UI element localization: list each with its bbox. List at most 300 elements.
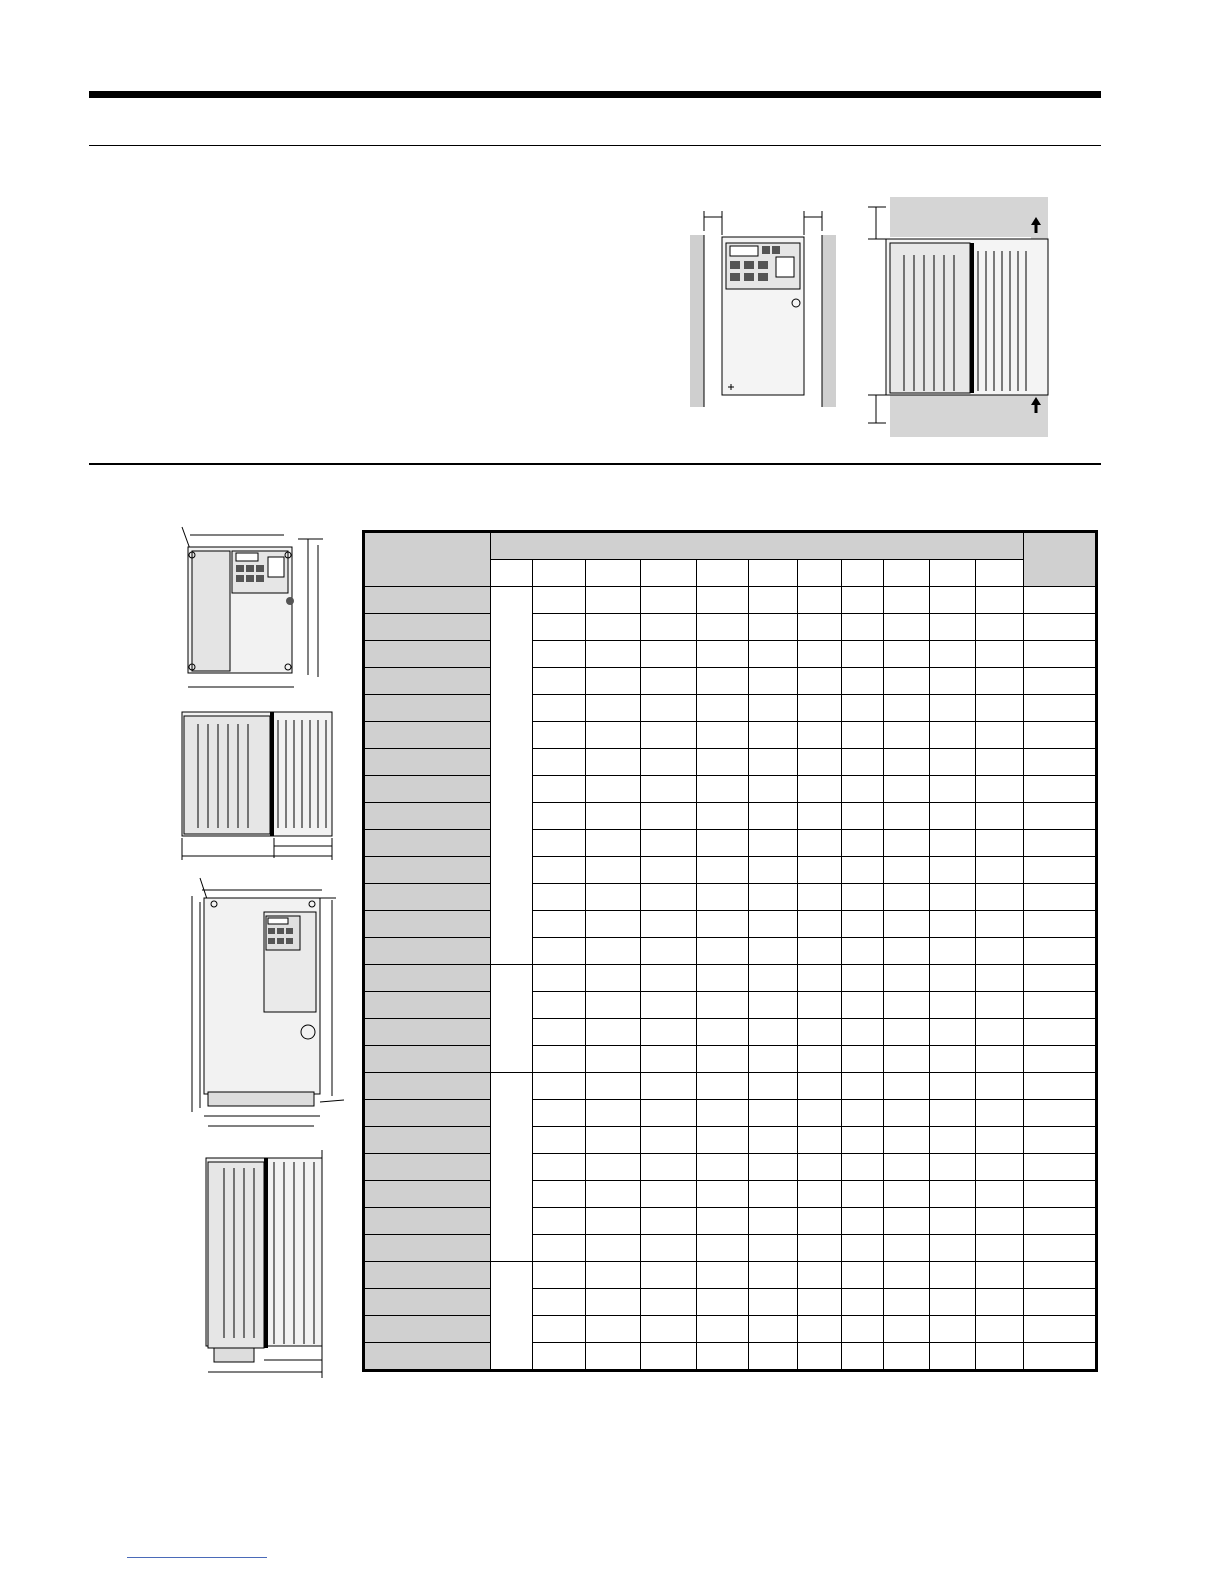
dimension-cell xyxy=(697,695,749,722)
dimension-cell xyxy=(842,1100,884,1127)
dimension-cell xyxy=(533,1262,586,1289)
dimension-cell xyxy=(976,1073,1024,1100)
dimension-cell xyxy=(798,1343,842,1371)
dimension-cell xyxy=(697,614,749,641)
dimension-cell xyxy=(586,911,641,938)
model-cell xyxy=(364,1154,491,1181)
dimension-cell xyxy=(641,1127,697,1154)
weight-cell xyxy=(1024,1289,1097,1316)
dimension-cell xyxy=(884,1073,930,1100)
dimension-cell xyxy=(749,1181,798,1208)
dimension-cell xyxy=(749,1127,798,1154)
dimension-cell xyxy=(586,1019,641,1046)
dimension-cell xyxy=(533,1235,586,1262)
dimension-cell xyxy=(842,1262,884,1289)
table-row xyxy=(364,614,1097,641)
dimension-cell xyxy=(798,1316,842,1343)
dimension-cell xyxy=(586,1046,641,1073)
dimension-cell xyxy=(930,1127,976,1154)
dimension-cell xyxy=(586,1289,641,1316)
dimension-cell xyxy=(533,965,586,992)
weight-cell xyxy=(1024,695,1097,722)
dimension-cell xyxy=(586,1235,641,1262)
header-thick-rule xyxy=(89,91,1101,98)
dimension-cell xyxy=(884,965,930,992)
dimension-cell xyxy=(798,1289,842,1316)
model-cell xyxy=(364,1127,491,1154)
dimension-cell xyxy=(749,911,798,938)
dimension-cell xyxy=(930,992,976,1019)
dimension-cell xyxy=(976,1289,1024,1316)
dimension-cell xyxy=(976,614,1024,641)
dimension-cell xyxy=(749,1019,798,1046)
dimension-cell xyxy=(842,749,884,776)
dimension-cell xyxy=(749,1343,798,1371)
table-row xyxy=(364,587,1097,614)
dimension-cell xyxy=(697,587,749,614)
weight-cell xyxy=(1024,641,1097,668)
dimension-cell xyxy=(884,1208,930,1235)
drawing-small-side xyxy=(178,708,336,863)
dimension-cell xyxy=(586,1343,641,1371)
dimension-cell xyxy=(586,1127,641,1154)
dimension-cell xyxy=(884,1127,930,1154)
model-cell xyxy=(364,1235,491,1262)
dimension-cell xyxy=(842,722,884,749)
dimension-cell xyxy=(842,1019,884,1046)
dimension-cell xyxy=(976,1154,1024,1181)
dimension-cell xyxy=(884,1343,930,1371)
dimension-cell xyxy=(798,965,842,992)
weight-cell xyxy=(1024,1100,1097,1127)
dimension-cell xyxy=(533,695,586,722)
dimension-cell xyxy=(842,1181,884,1208)
footer-link-underline xyxy=(127,1557,267,1558)
dimension-cell xyxy=(930,776,976,803)
dimension-cell xyxy=(533,668,586,695)
model-cell xyxy=(364,1208,491,1235)
dimension-cell xyxy=(842,857,884,884)
dimension-cell xyxy=(641,992,697,1019)
dimension-cell xyxy=(976,1316,1024,1343)
dimension-cell xyxy=(884,1100,930,1127)
dimension-cell xyxy=(697,1181,749,1208)
subheader-w1 xyxy=(697,560,749,587)
dimension-cell xyxy=(697,965,749,992)
dimension-cell xyxy=(976,803,1024,830)
dimension-cell xyxy=(641,857,697,884)
weight-cell xyxy=(1024,1019,1097,1046)
dimension-cell xyxy=(930,1235,976,1262)
model-cell xyxy=(364,1100,491,1127)
figure-group-cell xyxy=(491,587,533,965)
dimension-cell xyxy=(842,965,884,992)
table-row xyxy=(364,830,1097,857)
dimension-cell xyxy=(697,1046,749,1073)
left-wall-clearance xyxy=(690,235,704,407)
dimension-cell xyxy=(586,803,641,830)
dimension-cell xyxy=(798,1046,842,1073)
dimension-cell xyxy=(884,1019,930,1046)
dimension-cell xyxy=(586,1154,641,1181)
dimension-cell xyxy=(930,1154,976,1181)
top-clearance xyxy=(890,197,1048,237)
weight-cell xyxy=(1024,722,1097,749)
dimension-cell xyxy=(641,1343,697,1371)
subheader-t1 xyxy=(884,560,930,587)
dimension-cell xyxy=(930,641,976,668)
model-cell xyxy=(364,857,491,884)
dimension-cell xyxy=(533,1316,586,1343)
dimension-cell xyxy=(930,803,976,830)
dimension-cell xyxy=(533,911,586,938)
dimension-cell xyxy=(884,668,930,695)
dimension-cell xyxy=(798,911,842,938)
subheader-d1 xyxy=(842,560,884,587)
dimensions-group-header xyxy=(491,532,1024,560)
drawing-small-front xyxy=(178,525,323,695)
model-cell xyxy=(364,722,491,749)
dimension-cell xyxy=(842,587,884,614)
weight-cell xyxy=(1024,992,1097,1019)
subheader-h xyxy=(586,560,641,587)
dimension-cell xyxy=(798,1235,842,1262)
dimension-cell xyxy=(884,803,930,830)
dimension-cell xyxy=(842,1316,884,1343)
dimension-cell xyxy=(586,722,641,749)
dimension-cell xyxy=(641,722,697,749)
table-row xyxy=(364,1316,1097,1343)
model-cell xyxy=(364,614,491,641)
weight-cell xyxy=(1024,1262,1097,1289)
dimension-cell xyxy=(697,938,749,965)
weight-cell xyxy=(1024,803,1097,830)
right-wall-clearance xyxy=(822,235,836,407)
dimension-cell xyxy=(842,1208,884,1235)
dimension-cell xyxy=(930,1208,976,1235)
dimension-cell xyxy=(533,776,586,803)
dimension-cell xyxy=(641,965,697,992)
table-row xyxy=(364,1073,1097,1100)
dimension-cell xyxy=(930,1262,976,1289)
bottom-clearance xyxy=(890,393,1048,437)
dimension-cell xyxy=(697,884,749,911)
dimension-cell xyxy=(798,695,842,722)
table-row xyxy=(364,641,1097,668)
model-cell xyxy=(364,965,491,992)
dimension-cell xyxy=(842,938,884,965)
dimension-cell xyxy=(976,587,1024,614)
dimension-cell xyxy=(749,587,798,614)
installation-front-view xyxy=(688,205,838,410)
model-cell xyxy=(364,695,491,722)
dimension-cell xyxy=(586,830,641,857)
dimension-cell xyxy=(976,1235,1024,1262)
dimension-cell xyxy=(533,884,586,911)
dimension-cell xyxy=(798,722,842,749)
dimension-cell xyxy=(749,992,798,1019)
dimension-cell xyxy=(798,641,842,668)
dimension-cell xyxy=(884,992,930,1019)
table-row xyxy=(364,1343,1097,1371)
dimension-cell xyxy=(697,992,749,1019)
dimension-cell xyxy=(798,1181,842,1208)
dimension-cell xyxy=(749,749,798,776)
dimension-cell xyxy=(976,1100,1024,1127)
dimension-cell xyxy=(884,1289,930,1316)
dimension-cell xyxy=(586,938,641,965)
weight-cell xyxy=(1024,1073,1097,1100)
dimension-cell xyxy=(842,911,884,938)
weight-cell xyxy=(1024,857,1097,884)
dimension-cell xyxy=(641,1262,697,1289)
dimension-cell xyxy=(976,965,1024,992)
weight-cell xyxy=(1024,1235,1097,1262)
dimension-cell xyxy=(976,695,1024,722)
table-row xyxy=(364,722,1097,749)
model-cell xyxy=(364,1316,491,1343)
dimension-cell xyxy=(586,641,641,668)
dimension-cell xyxy=(976,722,1024,749)
dimension-cell xyxy=(842,830,884,857)
dimension-cell xyxy=(798,884,842,911)
dimension-cell xyxy=(976,911,1024,938)
dimension-cell xyxy=(697,1100,749,1127)
dimension-cell xyxy=(842,1343,884,1371)
dimension-cell xyxy=(586,1262,641,1289)
dimension-cell xyxy=(884,722,930,749)
dimension-cell xyxy=(641,1073,697,1100)
dimension-cell xyxy=(749,1100,798,1127)
weight-header xyxy=(1024,532,1097,587)
dimension-cell xyxy=(586,614,641,641)
dimension-cell xyxy=(641,776,697,803)
dimension-cell xyxy=(930,668,976,695)
dimension-cell xyxy=(586,668,641,695)
weight-cell xyxy=(1024,911,1097,938)
dimension-cell xyxy=(930,857,976,884)
dimension-cell xyxy=(842,614,884,641)
weight-cell xyxy=(1024,1181,1097,1208)
dimension-cell xyxy=(533,1181,586,1208)
dimension-cell xyxy=(842,1289,884,1316)
dimension-cell xyxy=(641,803,697,830)
dimension-cell xyxy=(641,830,697,857)
dimension-cell xyxy=(976,884,1024,911)
weight-cell xyxy=(1024,1127,1097,1154)
dimension-cell xyxy=(930,614,976,641)
installation-side-view xyxy=(866,195,1051,440)
weight-cell xyxy=(1024,830,1097,857)
subheader-h2 xyxy=(798,560,842,587)
dimension-cell xyxy=(930,749,976,776)
dimension-cell xyxy=(586,587,641,614)
model-cell xyxy=(364,668,491,695)
table-row xyxy=(364,965,1097,992)
table-row xyxy=(364,911,1097,938)
dimension-cell xyxy=(586,1100,641,1127)
dimension-cell xyxy=(930,938,976,965)
weight-cell xyxy=(1024,668,1097,695)
dimension-cell xyxy=(641,1154,697,1181)
dimension-cell xyxy=(697,1343,749,1371)
dimension-cell xyxy=(641,884,697,911)
dimension-cell xyxy=(697,1127,749,1154)
dimension-cell xyxy=(641,1208,697,1235)
dimension-cell xyxy=(697,641,749,668)
dimension-cell xyxy=(798,830,842,857)
table-row xyxy=(364,749,1097,776)
dimension-cell xyxy=(697,776,749,803)
dimension-cell xyxy=(697,857,749,884)
table-row xyxy=(364,776,1097,803)
model-cell xyxy=(364,911,491,938)
dimension-cell xyxy=(641,749,697,776)
dimension-cell xyxy=(798,992,842,1019)
dimension-cell xyxy=(586,749,641,776)
figure-group-cell xyxy=(491,965,533,1073)
dimension-cell xyxy=(641,641,697,668)
dimension-cell xyxy=(533,992,586,1019)
dimension-cell xyxy=(533,1289,586,1316)
dimension-cell xyxy=(842,1154,884,1181)
section-rule-bottom xyxy=(89,463,1101,465)
table-row xyxy=(364,884,1097,911)
dimension-cell xyxy=(697,803,749,830)
dimension-cell xyxy=(798,1262,842,1289)
dimension-cell xyxy=(842,1073,884,1100)
dimension-cell xyxy=(697,722,749,749)
table-row xyxy=(364,803,1097,830)
dimension-cell xyxy=(697,911,749,938)
dimension-cell xyxy=(798,1208,842,1235)
dimension-cell xyxy=(697,1235,749,1262)
dimension-cell xyxy=(749,965,798,992)
model-cell xyxy=(364,749,491,776)
dimension-cell xyxy=(930,1316,976,1343)
model-cell xyxy=(364,992,491,1019)
weight-cell xyxy=(1024,1208,1097,1235)
dimension-cell xyxy=(533,1127,586,1154)
dimension-cell xyxy=(586,1316,641,1343)
dimension-cell xyxy=(842,695,884,722)
dimension-cell xyxy=(884,1046,930,1073)
model-cell xyxy=(364,587,491,614)
dimension-cell xyxy=(641,911,697,938)
drawing-large-side xyxy=(200,1148,328,1380)
weight-cell xyxy=(1024,776,1097,803)
dimension-cell xyxy=(884,857,930,884)
dimension-cell xyxy=(976,776,1024,803)
dimension-cell xyxy=(533,938,586,965)
dimension-cell xyxy=(641,1289,697,1316)
dimension-cell xyxy=(586,884,641,911)
dimension-cell xyxy=(798,803,842,830)
model-cell xyxy=(364,884,491,911)
model-cell xyxy=(364,1289,491,1316)
table-row xyxy=(364,938,1097,965)
dimension-cell xyxy=(884,1316,930,1343)
dimension-cell xyxy=(533,1019,586,1046)
dimension-cell xyxy=(884,1262,930,1289)
dimension-cell xyxy=(976,857,1024,884)
dimension-cell xyxy=(533,1343,586,1371)
subheader-figure xyxy=(491,560,533,587)
dimension-cell xyxy=(976,668,1024,695)
dimension-cell xyxy=(586,695,641,722)
dimension-cell xyxy=(697,749,749,776)
dimension-cell xyxy=(884,911,930,938)
dimension-cell xyxy=(749,830,798,857)
weight-cell xyxy=(1024,1343,1097,1371)
subheader-h1 xyxy=(749,560,798,587)
dimension-cell xyxy=(884,938,930,965)
dimension-cell xyxy=(641,668,697,695)
dimension-cell xyxy=(976,992,1024,1019)
dimension-cell xyxy=(930,1046,976,1073)
model-cell xyxy=(364,1073,491,1100)
dimension-cell xyxy=(641,1100,697,1127)
dimension-cell xyxy=(533,803,586,830)
dimension-cell xyxy=(586,776,641,803)
dimension-cell xyxy=(930,587,976,614)
dimension-cell xyxy=(842,992,884,1019)
dimension-cell xyxy=(749,884,798,911)
weight-cell xyxy=(1024,938,1097,965)
model-cell xyxy=(364,1262,491,1289)
dimension-cell xyxy=(884,695,930,722)
dimension-cell xyxy=(884,641,930,668)
weight-cell xyxy=(1024,614,1097,641)
table-row xyxy=(364,1019,1097,1046)
dimension-cell xyxy=(641,1019,697,1046)
dimension-cell xyxy=(586,965,641,992)
dimension-cell xyxy=(749,1235,798,1262)
dimension-cell xyxy=(586,1073,641,1100)
dimension-cell xyxy=(749,776,798,803)
dimension-cell xyxy=(976,641,1024,668)
dimension-cell xyxy=(533,614,586,641)
subheader-d xyxy=(641,560,697,587)
dimension-cell xyxy=(641,1181,697,1208)
dimension-cell xyxy=(697,1019,749,1046)
dimension-cell xyxy=(798,938,842,965)
dimension-cell xyxy=(533,1208,586,1235)
dimension-cell xyxy=(533,1046,586,1073)
drawing-large-front xyxy=(186,876,344,1134)
dimension-cell xyxy=(842,641,884,668)
dimension-cell xyxy=(976,1019,1024,1046)
table-header-row xyxy=(364,532,1097,560)
dimension-cell xyxy=(533,1100,586,1127)
dimension-cell xyxy=(749,722,798,749)
table-row xyxy=(364,992,1097,1019)
dimension-cell xyxy=(749,668,798,695)
dimension-cell xyxy=(697,1208,749,1235)
dimension-cell xyxy=(976,1127,1024,1154)
dimension-cell xyxy=(884,1235,930,1262)
model-cell xyxy=(364,1181,491,1208)
dimension-cell xyxy=(697,830,749,857)
dimension-cell xyxy=(749,641,798,668)
dimension-cell xyxy=(586,857,641,884)
dimension-cell xyxy=(976,1046,1024,1073)
table-row xyxy=(364,668,1097,695)
dimension-cell xyxy=(798,857,842,884)
dimension-cell xyxy=(749,1046,798,1073)
section-rule-top xyxy=(89,145,1101,146)
dimension-cell xyxy=(749,1208,798,1235)
